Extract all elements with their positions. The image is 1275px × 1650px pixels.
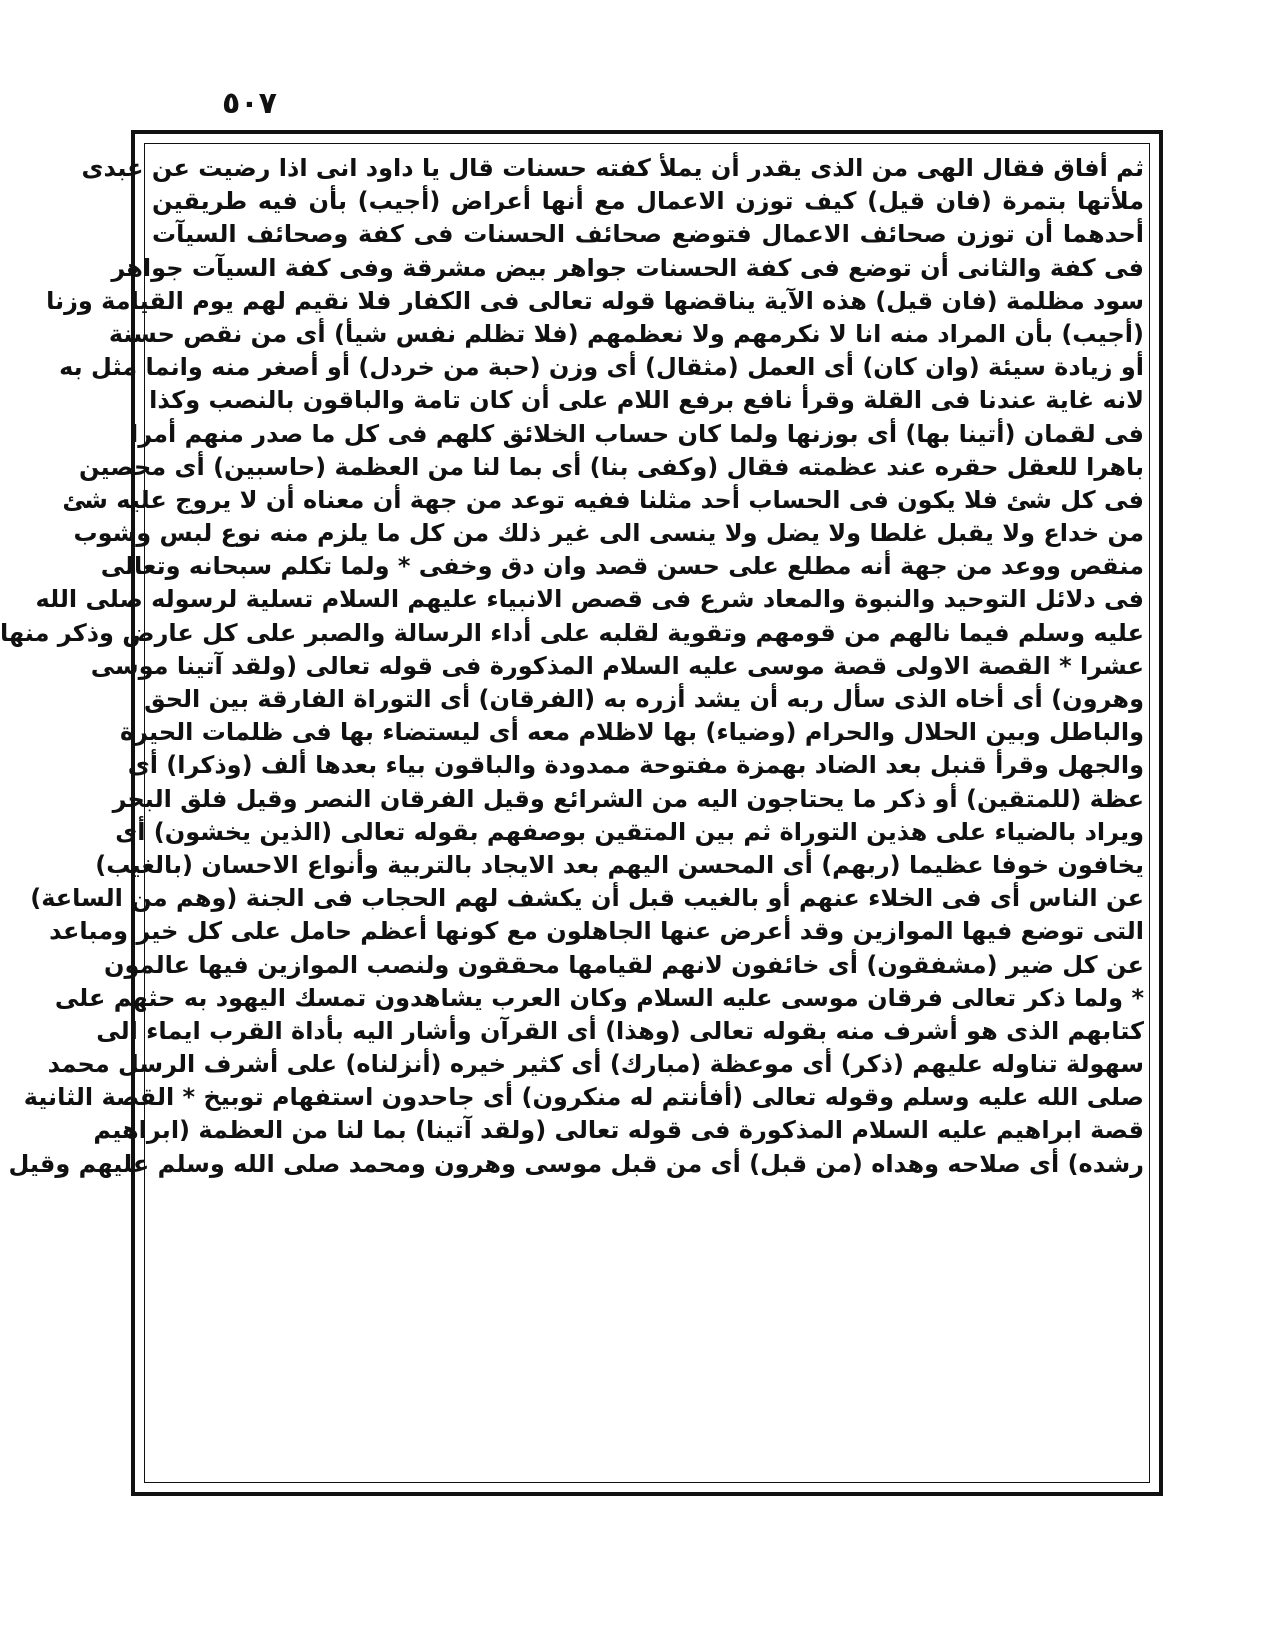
text-line: باهرا للعقل حقره عند عظمته فقال (وكفى بنا) أى بما لنا من العظمة (حاسبين) أى محصين — [78, 452, 1144, 481]
text-line: فى كل شئ فلا يكون فى الحساب أحد مثلنا ففيه توعد من جهة أن معناه أن لا يروج عليه شئ — [62, 485, 1144, 514]
text-line: عن الناس أى فى الخلاء عنهم أو بالغيب قبل أن يكشف لهم الحجاب فى الجنة (وهم من الساعة) — [30, 884, 1144, 913]
page-text — [0, 152, 1144, 1482]
text-line: كتابهم الذى هو أشرف منه بقوله تعالى (وهذا) أى القرآن وأشار اليه بأداة القرب ايماء الى — [96, 1016, 1144, 1045]
page-number: ٥٠٧ — [222, 86, 277, 121]
text-line: أو زيادة سيئة (وان كان) أى العمل (مثقال) أى وزن (حبة من خردل) أو أصغر منه وانما مثل به — [59, 353, 1144, 382]
text-line: عن كل ضير (مشفقون) أى خائفون لانهم لقيامها محققون ولنصب الموازين فيها عالمون — [103, 950, 1144, 979]
text-line: * ولما ذكر تعالى فرقان موسى عليه السلام وكان العرب يشاهدون تمسك اليهود به حثهم على — [54, 983, 1144, 1012]
text-line: (أجيب) بأن المراد منه انا لا نكرمهم ولا نعظمهم (فلا تظلم نفس شيأ) أى من نقص حسنة — [108, 319, 1144, 348]
text-line: صلى الله عليه وسلم وقوله تعالى (أفأنتم له منكرون) أى جاحدون استفهام توبيخ * القصة الثانية — [23, 1083, 1144, 1112]
text-line: فى لقمان (أتينا بها) أى بوزنها ولما كان حساب الخلائق كلهم فى كل ما صدر منهم أمرا — [130, 419, 1144, 448]
text-line: عظة (للمتقين) أو ذكر ما يحتاجون اليه من الشرائع وقيل الفرقان النصر وقيل فلق البحر — [112, 784, 1144, 813]
text-line: سهولة تناوله عليهم (ذكر) أى موعظة (مبارك) أى كثير خيره (أنزلناه) على أشرف الرسل محمد — [47, 1050, 1144, 1079]
text-line: عليه وسلم فيما نالهم من قومهم وتقوية لقلبه على أداء الرسالة والصبر على كل عارض وذكر منها — [0, 618, 1144, 647]
text-line: التى توضع فيها الموازين وقد أعرض عنها الجاهلون مع كونها أعظم حامل على كل خير ومباعد — [49, 917, 1144, 946]
text-line: فى كفة والثانى أن توضع فى كفة الحسنات جواهر بيض مشرقة وفى كفة السيآت جواهر — [111, 253, 1144, 282]
text-line: من خداع ولا يقبل غلطا ولا يضل ولا ينسى الى غير ذلك من كل ما يلزم منه نوع لبس وشوب — [73, 519, 1144, 548]
text-line: ويراد بالضياء على هذين التوراة ثم بين المتقين بوصفهم بقوله تعالى (الذين يخشون) أى — [115, 817, 1144, 846]
text-line: والباطل وبين الحلال والحرام (وضياء) بها لاظلام معه أى ليستضاء بها فى ظلمات الحيرة — [119, 718, 1144, 747]
text-line: والجهل وقرأ قنبل بعد الضاد بهمزة مفتوحة ممدودة والباقون بياء بعدها ألف (وذكرا) أى — [127, 751, 1144, 780]
text-line: لانه غاية عندنا فى القلة وقرأ نافع برفع اللام على أن كان تامة والباقون بالنصب وكذا — [149, 386, 1144, 415]
text-line: وهرون) أى أخاه الذى سأل ربه أن يشد أزره به (الفرقان) أى التوراة الفارقة بين الحق — [144, 685, 1144, 713]
text-line: ثم أفاق فقال الهى من الذى يقدر أن يملأ كفته حسنات قال يا داود انى اذا رضيت عن عبدى — [81, 154, 1144, 182]
text-line: رشده) أى صلاحه وهداه (من قبل) أى من قبل موسى وهرون ومحمد صلى الله وسلم عليهم وقيل — [8, 1149, 1144, 1178]
text-line: فى دلائل التوحيد والنبوة والمعاد شرع فى قصص الانبياء عليهم السلام تسلية لرسوله صلى الله — [35, 585, 1144, 614]
text-line: عشرا * القصة الاولى قصة موسى عليه السلام المذكورة فى قوله تعالى (ولقد آتينا موسى — [90, 651, 1144, 680]
text-line: يخافون خوفا عظيما (ربهم) أى المحسن اليهم بعد الايجاد بالتربية وأنواع الاحسان (بالغيب) — [95, 850, 1144, 879]
text-line: أحدهما أن توزن صحائف الاعمال فتوضع صحائف الحسنات فى كفة وصحائف السيآت — [152, 220, 1144, 249]
text-line: منقص ووعد من جهة أنه مطلع على حسن قصد وان دق وخفى * ولما تكلم سبحانه وتعالى — [100, 552, 1144, 581]
text-line: ملأتها بتمرة (فان قيل) كيف توزن الاعمال مع أنها أعراض (أجيب) بأن فيه طريقين — [152, 187, 1144, 216]
text-line: قصة ابراهيم عليه السلام المذكورة فى قوله تعالى (ولقد آتينا) بما لنا من العظمة (ابراهيم — [93, 1116, 1144, 1145]
text-line: سود مظلمة (فان قيل) هذه الآية يناقضها قوله تعالى فى الكفار فلا نقيم لهم يوم القيامة وزنا — [46, 286, 1144, 315]
